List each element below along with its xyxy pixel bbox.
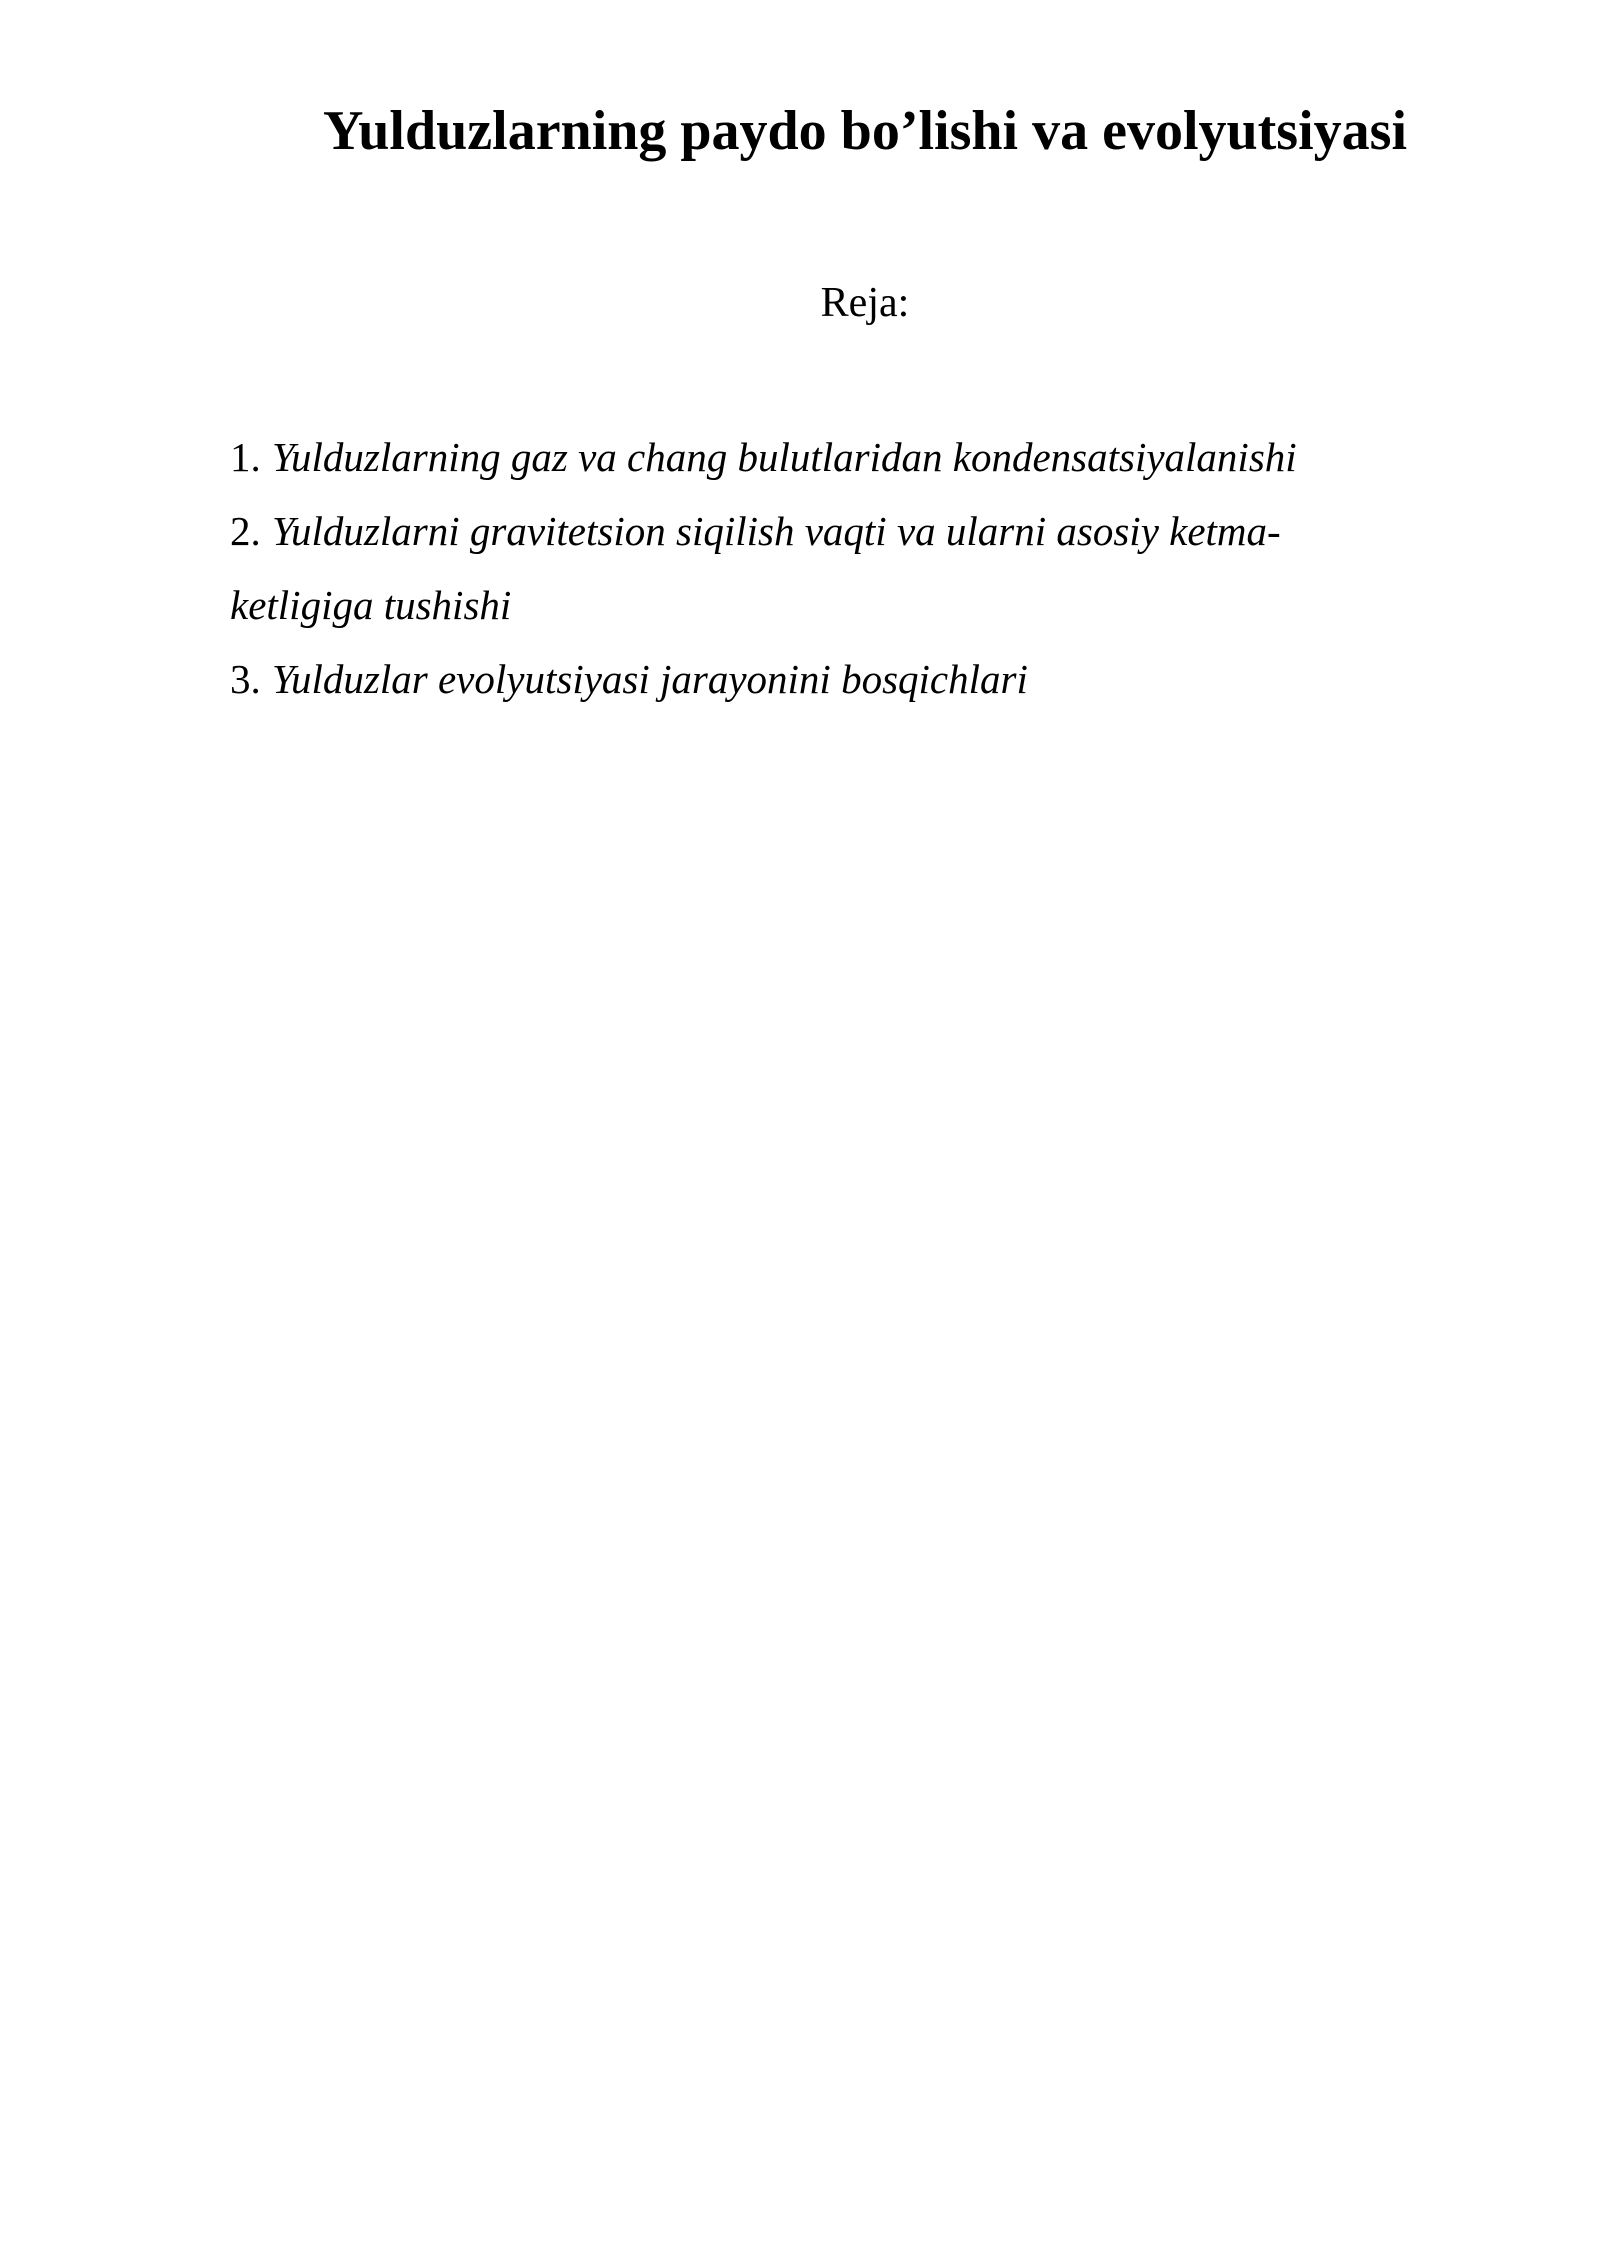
plan-item	[230, 642, 1380, 716]
plan-list	[230, 420, 1380, 716]
plan-item-text: Yulduzlar evolyutsiyasi jarayonini bosqichlari	[272, 656, 1028, 702]
plan-item	[230, 420, 1380, 494]
plan-item-text: Yulduzlarning gaz va chang bulutlaridan kondensatsiyalanishi	[272, 434, 1297, 480]
plan-heading: Reja:	[820, 280, 910, 326]
document-title: Yulduzlarning paydo bo’lishi va evolyutsiyasi	[322, 100, 1407, 162]
plan-item-number: 2.	[230, 508, 261, 554]
plan-item-number: 3.	[230, 656, 261, 702]
plan-item-number: 1.	[230, 434, 261, 480]
plan-item-text: Yulduzlarni gravitetsion siqilish vaqti va ularni asosiy ketma-ketligiga tushishi	[230, 508, 1281, 628]
plan-item	[230, 494, 1380, 642]
